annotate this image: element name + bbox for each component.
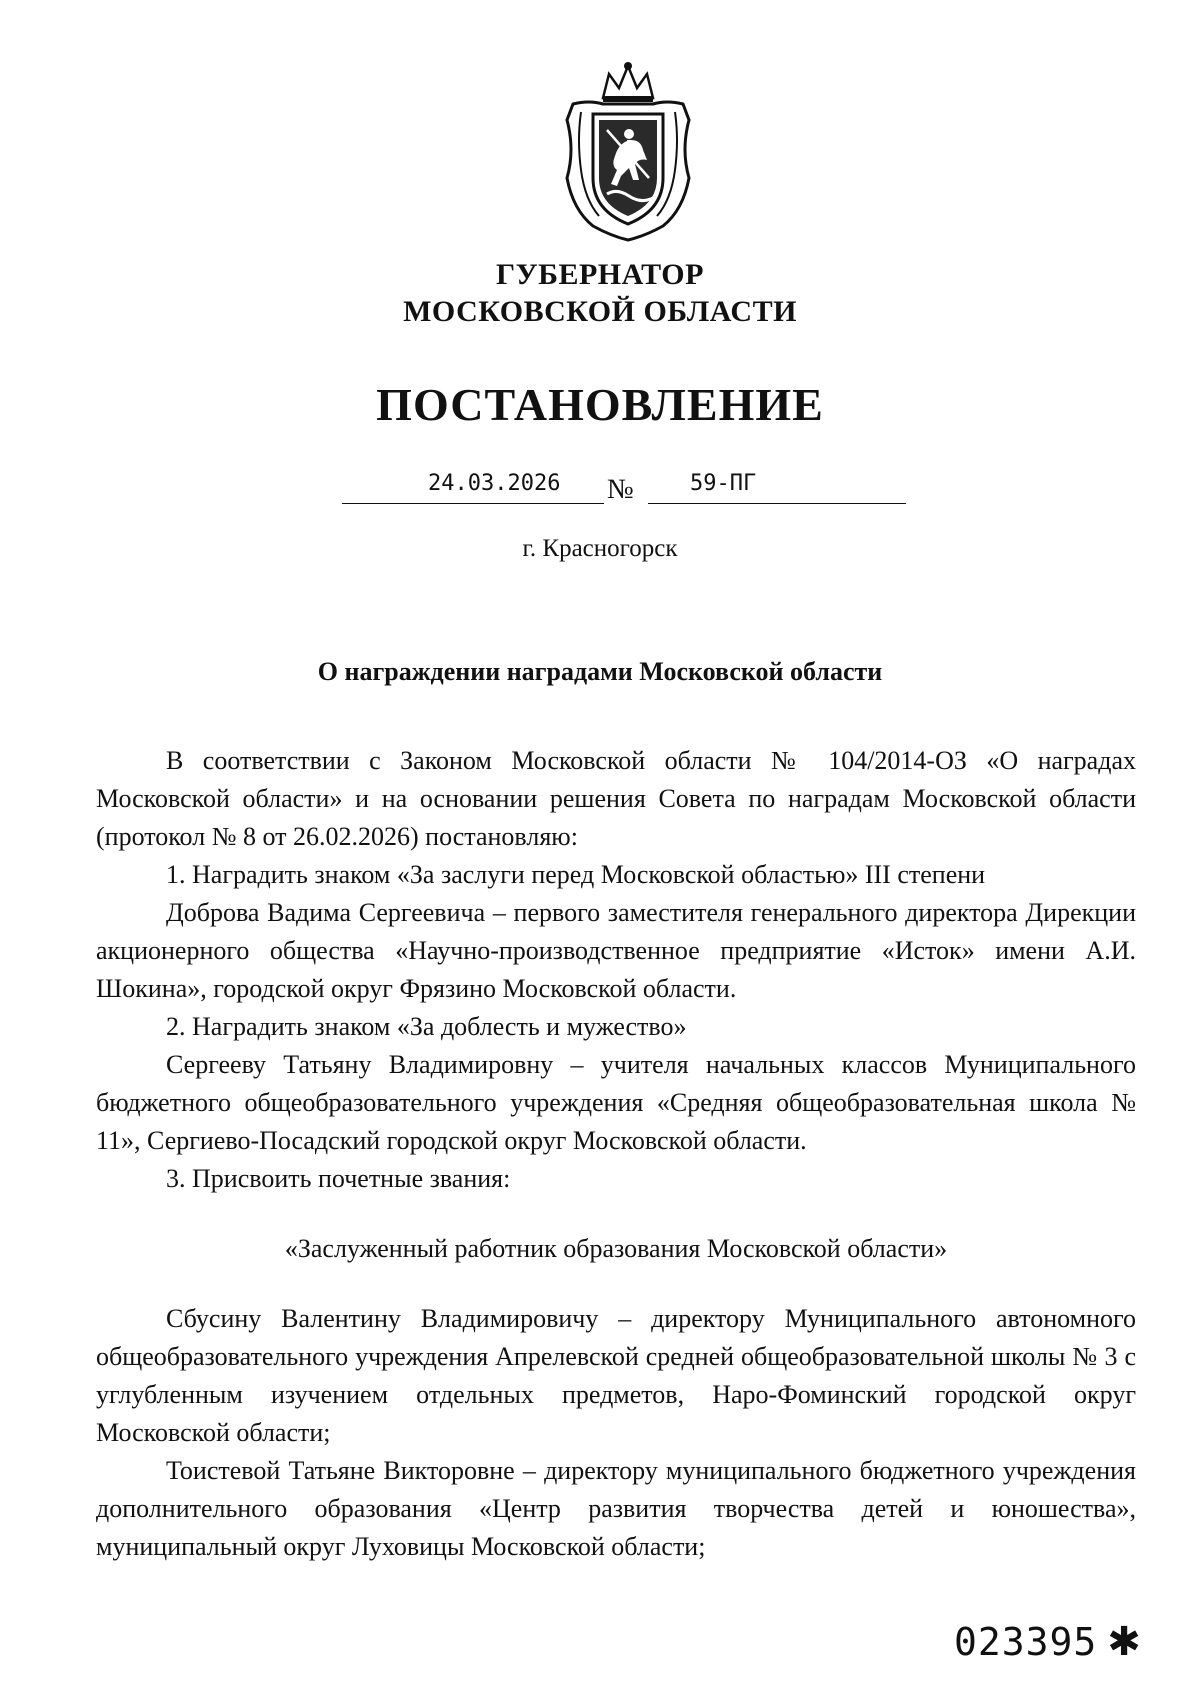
item-2-title: 2. Наградить знаком «За доблесть и мужество» <box>166 1012 687 1041</box>
decree-body <box>96 742 1136 1566</box>
coat-of-arms-icon <box>559 60 697 244</box>
honoree-paragraph-2: Тоистевой Татьяне Викторовне – директору муниципального бюджетного учреждения дополнительного образования «Центр развития творчества детей и юношества», муниципальный округ Луховицы Московской области; <box>96 1456 1136 1561</box>
honorary-title-heading: «Заслуженный работник образования Московской области» <box>284 1234 948 1263</box>
authority-title-line1: ГУБЕРНАТОР <box>496 258 704 291</box>
date-underline <box>342 503 604 504</box>
document-type-title: ПОСТАНОВЛЕНИЕ <box>376 379 824 430</box>
issue-city: г. Красногорск <box>522 535 678 562</box>
preamble-paragraph: В соответствии с Законом Московской области № 104/2014-ОЗ «О наградах Московской области» и на основании решения Совета по наградам Московской области (протокол № 8 от 26.02.2026) постановляю: <box>96 746 1136 851</box>
item-3-title: 3. Присвоить почетные звания: <box>166 1164 511 1193</box>
item-2-awardee: Сергееву Татьяну Владимировну – учителя начальных классов Муниципального бюджетного общеобразовательного учреждения «Средняя общеобразовательная школа № 11», Сергиево-Посадский городской округ Московской области. <box>96 1050 1136 1155</box>
asterisk-mark-icon: ✱ <box>1107 1619 1142 1665</box>
serial-number-stamp <box>954 1619 1142 1665</box>
decree-subject: О награждении наградами Московской области <box>317 657 883 686</box>
number-sign: № <box>607 474 634 505</box>
item-1-title: 1. Наградить знаком «За заслуги перед Московской областью» III степени <box>166 860 986 889</box>
document-number: 59-ПГ <box>690 471 757 496</box>
number-underline <box>648 503 906 504</box>
honoree-paragraph-1: Сбусину Валентину Владимировичу – директору Муниципального автономного общеобразовательного учреждения Апрелевской средней общеобразовательной школы № 3 с углубленным изучением отдельных предметов, Наро-Фоминский городской округ Московской области; <box>96 1304 1136 1447</box>
document-date: 24.03.2026 <box>428 471 561 496</box>
item-1-awardee: Доброва Вадима Сергеевича – первого заместителя генерального директора Дирекции акционерного общества «Научно-производственное предприятие «Исток» имени А.И. Шокина», городской округ Фрязино Московской области. <box>96 898 1136 1003</box>
serial-number: 023395 <box>954 1620 1098 1664</box>
authority-title-line2: МОСКОВСКОЙ ОБЛАСТИ <box>403 295 797 328</box>
